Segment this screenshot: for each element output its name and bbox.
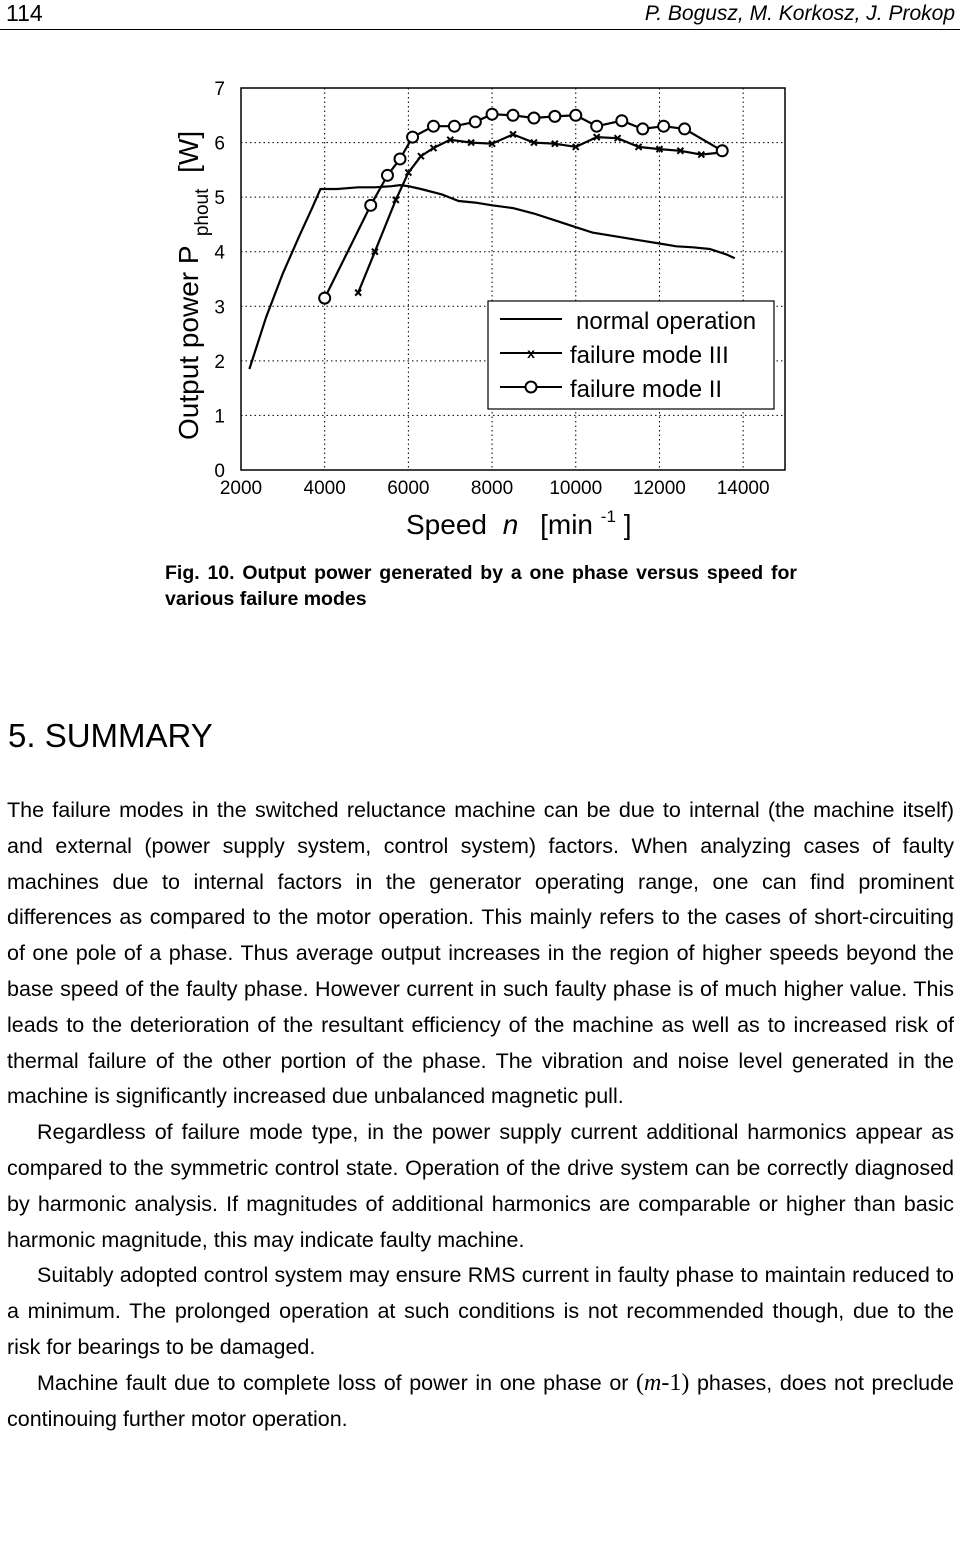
data-point-circle bbox=[487, 109, 498, 120]
series-line-2 bbox=[325, 114, 723, 298]
summary-body bbox=[7, 793, 954, 1437]
y-tick-label: 6 bbox=[214, 133, 225, 155]
x-tick-label: 14000 bbox=[716, 478, 770, 499]
x-tick-label: 4000 bbox=[303, 478, 346, 499]
header-rule bbox=[0, 29, 960, 30]
data-point-circle bbox=[319, 293, 330, 304]
y-tick-label: 5 bbox=[214, 188, 225, 210]
math-var: m bbox=[644, 1369, 662, 1396]
legend bbox=[488, 301, 774, 409]
plot-area bbox=[241, 88, 785, 470]
y-tick-label: 2 bbox=[214, 351, 225, 373]
math-open: ( bbox=[636, 1369, 645, 1396]
data-point-circle bbox=[382, 170, 393, 181]
y-tick-label: 1 bbox=[214, 406, 225, 428]
section-heading: 5. SUMMARY bbox=[8, 717, 213, 754]
data-point-circle bbox=[395, 153, 406, 164]
x-axis-label-close: ] bbox=[623, 509, 632, 540]
page-number: 114 bbox=[6, 0, 43, 26]
data-point-circle bbox=[470, 116, 481, 127]
math-rest: -1) bbox=[661, 1369, 690, 1396]
x-axis-label-main: Speed bbox=[406, 509, 487, 540]
data-point-circle bbox=[365, 200, 376, 211]
x-axis-label bbox=[406, 497, 631, 540]
data-point-circle bbox=[570, 110, 581, 121]
y-axis-label-unit: [W] bbox=[173, 130, 204, 173]
legend-marker-mode2 bbox=[526, 382, 537, 393]
paragraph-4-start: Machine fault due to complete loss of power in one phase or bbox=[37, 1370, 637, 1395]
data-point-circle bbox=[549, 111, 560, 122]
data-point-circle bbox=[407, 132, 418, 143]
legend-label-normal: normal operation bbox=[576, 308, 757, 335]
data-point-circle bbox=[679, 123, 690, 134]
running-authors: P. Bogusz, M. Korkosz, J. Prokop bbox=[644, 2, 955, 25]
x-tick-label: 8000 bbox=[470, 478, 514, 499]
paragraph-2: Regardless of failure mode type, in the power supply current additional harmonics appear as compared to the symmetric control state. Operation of the drive system can be correctly diagnosed by harmonic analysis. If magnitudes of additional harmonics are comparable or higher than basic harmonic magnitude, this may indicate faulty machine. bbox=[7, 1120, 954, 1252]
y-axis-label bbox=[173, 131, 214, 440]
page-header bbox=[0, 0, 960, 30]
x-tick-label: 2000 bbox=[219, 478, 263, 499]
paragraph-3: Suitably adopted control system may ensure RMS current in faulty phase to maintain reduced to a minimum. The prolonged operation at such conditions is not recommended though, due to the risk for bearings to be damaged. bbox=[7, 1263, 954, 1359]
data-point-circle bbox=[428, 121, 439, 132]
data-point-circle bbox=[637, 123, 648, 134]
data-point-circle bbox=[449, 121, 460, 132]
y-axis-label-main: Output power P bbox=[173, 245, 204, 440]
output-power-chart bbox=[160, 70, 800, 550]
paragraph-4 bbox=[7, 1366, 954, 1438]
y-axis-label-sub: phout bbox=[192, 188, 213, 237]
data-point-x bbox=[418, 153, 424, 159]
figure-caption: Fig. 10. Output power generated by a one phase versus speed for various failure modes bbox=[165, 562, 797, 610]
y-tick-label: 4 bbox=[214, 242, 225, 264]
data-point-circle bbox=[591, 121, 602, 132]
y-tick-label: 0 bbox=[214, 461, 225, 482]
data-point-circle bbox=[717, 145, 728, 156]
svg-text:Speed n [min bbox=[406, 497, 631, 540]
x-axis-label-sup: -1 bbox=[600, 507, 616, 526]
math-expression bbox=[636, 1370, 689, 1396]
data-point-circle bbox=[508, 110, 519, 121]
paragraph-1: The failure modes in the switched reluctance machine can be due to internal (the machine itself) and external (power supply system, control system) factors. When analyzing cases of faulty machines due to internal factors in the generator operating range, one can find prominent differences as compared to the motor operation. This mainly refers to the cases of short-circuiting of one pole of a phase. Thus average output increases in the region of higher speeds beyond the base speed of the faulty phase. However current in such faulty phase is of much higher value. This leads to the deterioration of the resultant efficiency of the machine as well as to increased risk of thermal failure of the other portion of the phase. The vibration and noise level generated in the machine is significantly increased due unbalanced magnetic pull. bbox=[7, 798, 954, 1109]
x-axis-label-unit: [min bbox=[540, 509, 594, 540]
data-point-circle bbox=[616, 115, 627, 126]
series-line-1 bbox=[358, 134, 722, 292]
x-tick-label: 6000 bbox=[387, 478, 430, 499]
paragraph-4-end: phases, does not preclude continouing further motor operation. bbox=[7, 1370, 954, 1431]
data-point-circle bbox=[528, 113, 539, 124]
svg-text:Output power P phout bbox=[173, 131, 214, 440]
plot-border bbox=[241, 88, 785, 470]
data-point-circle bbox=[658, 121, 669, 132]
x-axis-label-var: n bbox=[502, 509, 519, 540]
legend-marker-mode3: x bbox=[527, 345, 535, 361]
legend-label-mode3: failure mode III bbox=[570, 342, 729, 369]
legend-label-mode2: failure mode II bbox=[570, 376, 723, 403]
x-tick-label: 10000 bbox=[549, 478, 603, 499]
x-tick-label: 12000 bbox=[633, 478, 686, 499]
y-tick-label: 3 bbox=[214, 297, 225, 319]
y-tick-label: 7 bbox=[214, 79, 225, 100]
